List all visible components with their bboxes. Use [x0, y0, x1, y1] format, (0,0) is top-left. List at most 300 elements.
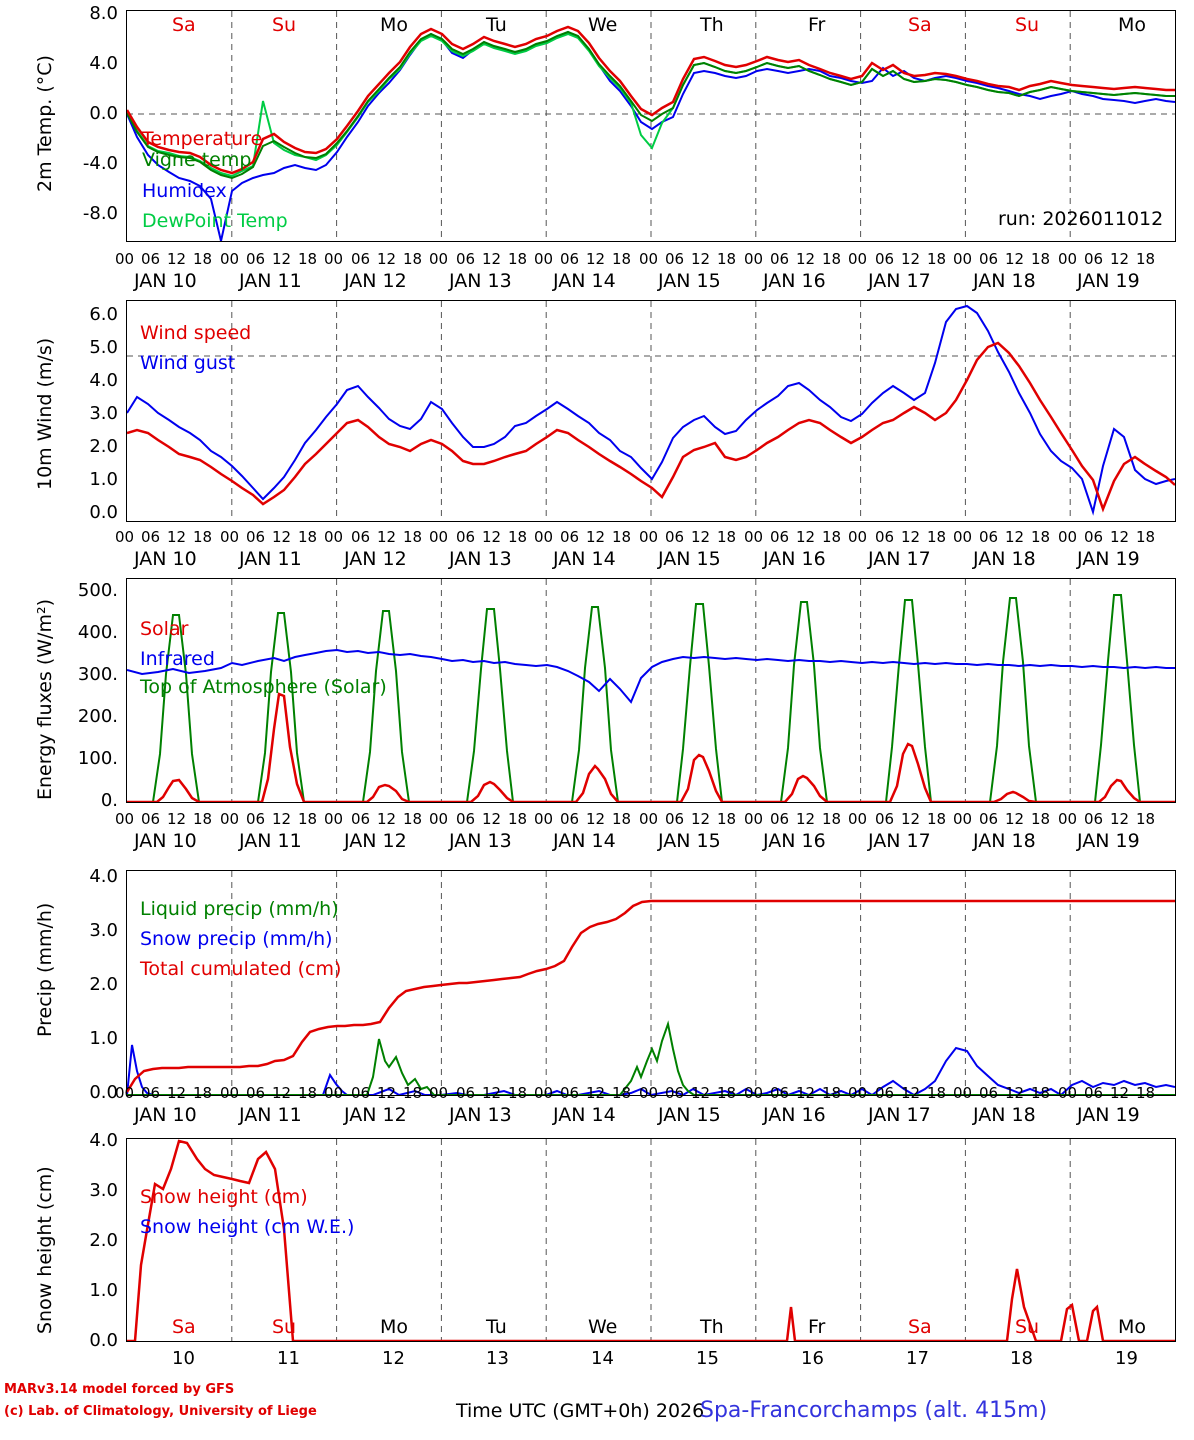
- xtick: 00: [744, 528, 764, 546]
- xtick: 00: [639, 250, 659, 268]
- xtick: 00: [1058, 528, 1078, 546]
- xtick: 06: [246, 250, 266, 268]
- xtick: 12: [901, 528, 921, 546]
- xtick: 18: [927, 1084, 947, 1102]
- day-label: JAN 17: [868, 830, 931, 852]
- xtick: 00: [220, 528, 240, 546]
- xtick: 12: [796, 528, 816, 546]
- panel-snow-height: [0, 1126, 1194, 1356]
- dow-label-bottom-0: Sa: [172, 1316, 196, 1338]
- xtick: 06: [665, 810, 685, 828]
- xtick: 18: [717, 250, 737, 268]
- xtick: 12: [377, 810, 397, 828]
- xtick: 12: [377, 528, 397, 546]
- ytick-wind-5: 5.0: [89, 337, 118, 358]
- xtick: 00: [324, 810, 344, 828]
- legend-vigne: Vigne temp: [142, 149, 252, 171]
- day-label: JAN 19: [1077, 830, 1140, 852]
- xtick: 06: [246, 810, 266, 828]
- ytick-temp-4: 8.0: [89, 3, 118, 24]
- panel-wind: [0, 292, 1194, 552]
- xtick: 12: [1110, 810, 1130, 828]
- day-label: JAN 18: [973, 1104, 1036, 1126]
- xtick: 06: [560, 528, 580, 546]
- xtick: 18: [822, 528, 842, 546]
- day-label: JAN 11: [239, 548, 302, 570]
- ytick-temp-3: 4.0: [89, 53, 118, 74]
- xtick: 12: [482, 1084, 502, 1102]
- xtick: 12: [272, 250, 292, 268]
- xtick: 12: [272, 528, 292, 546]
- xtick: 06: [141, 528, 161, 546]
- day-label: JAN 14: [553, 548, 616, 570]
- ytick-wind-4: 4.0: [89, 370, 118, 391]
- ytick-precip-3: 3.0: [89, 920, 118, 941]
- ytick-temp-0: -8.0: [82, 203, 118, 224]
- plot-wind: [126, 300, 1176, 522]
- day-label: JAN 16: [763, 830, 826, 852]
- gridlines: [232, 871, 1070, 1095]
- xtick: 06: [141, 250, 161, 268]
- xtick: 00: [744, 250, 764, 268]
- dow-label-bottom-8: Su: [1015, 1316, 1040, 1338]
- xtick: 18: [927, 528, 947, 546]
- xtick: 00: [848, 1084, 868, 1102]
- xtick: 12: [1110, 528, 1130, 546]
- plot-snow-height: [126, 1138, 1176, 1342]
- xtick: 06: [875, 1084, 895, 1102]
- day-label: JAN 12: [344, 830, 407, 852]
- day-label: JAN 10: [134, 548, 197, 570]
- xtick: 12: [1005, 1084, 1025, 1102]
- xtick: 06: [665, 250, 685, 268]
- xtick: 18: [193, 250, 213, 268]
- run-label: run: 2026011012: [998, 208, 1164, 230]
- xtick: 18: [1031, 528, 1051, 546]
- xtick: 00: [429, 250, 449, 268]
- xtick: 12: [377, 1084, 397, 1102]
- xtick: 18: [193, 1084, 213, 1102]
- xtick: 18: [612, 810, 632, 828]
- xtick: 12: [691, 1084, 711, 1102]
- day-label: JAN 19: [1077, 1104, 1140, 1126]
- day-label: JAN 12: [344, 1104, 407, 1126]
- day-label: JAN 14: [553, 830, 616, 852]
- xtick: 18: [193, 810, 213, 828]
- day-label: JAN 17: [868, 548, 931, 570]
- xtick: 18: [298, 1084, 318, 1102]
- xtick: 18: [508, 810, 528, 828]
- day-label: JAN 13: [449, 1104, 512, 1126]
- xtick: 06: [1084, 250, 1104, 268]
- xtick: 06: [875, 528, 895, 546]
- day-label: JAN 10: [134, 830, 197, 852]
- gridlines: [232, 1139, 1070, 1341]
- dow-label-bottom-2: Mo: [380, 1316, 409, 1338]
- day-label: JAN 17: [868, 1104, 931, 1126]
- footer-time-axis-label: Time UTC (GMT+0h) 2026: [456, 1400, 705, 1422]
- bottom-day-number: 12: [382, 1348, 405, 1369]
- xtick: 06: [141, 810, 161, 828]
- xtick: 18: [403, 810, 423, 828]
- xtick: 12: [272, 1084, 292, 1102]
- bottom-day-number: 16: [801, 1348, 824, 1369]
- xtick: 18: [298, 250, 318, 268]
- legend-snow-height: Snow height (cm): [140, 1186, 308, 1208]
- dow-label-bottom-5: Th: [700, 1316, 724, 1338]
- xtick: 18: [508, 250, 528, 268]
- day-label: JAN 14: [553, 270, 616, 292]
- dow-label-3: Tu: [486, 14, 507, 36]
- xaxis-1: [0, 246, 1194, 292]
- xtick: 12: [167, 528, 187, 546]
- xtick: 00: [848, 810, 868, 828]
- xtick: 00: [429, 1084, 449, 1102]
- xtick: 12: [901, 250, 921, 268]
- xtick: 12: [167, 250, 187, 268]
- xtick: 18: [717, 810, 737, 828]
- xtick: 06: [560, 1084, 580, 1102]
- dow-label-bottom-1: Su: [272, 1316, 297, 1338]
- xtick: 00: [953, 810, 973, 828]
- xtick: 12: [691, 250, 711, 268]
- axis-label-snow: Snow height (cm): [34, 1166, 56, 1334]
- legend-total-cumulated: Total cumulated (cm): [140, 958, 342, 980]
- dow-label-0: Sa: [172, 14, 196, 36]
- ytick-temp-2: 0.0: [89, 103, 118, 124]
- xtick: 06: [560, 250, 580, 268]
- xtick: 00: [534, 250, 554, 268]
- xtick: 00: [639, 1084, 659, 1102]
- day-label: JAN 11: [239, 1104, 302, 1126]
- xtick: 00: [848, 528, 868, 546]
- bottom-day-number: 19: [1115, 1348, 1138, 1369]
- dow-label-8: Su: [1015, 14, 1040, 36]
- xtick: 00: [324, 528, 344, 546]
- xtick: 06: [351, 528, 371, 546]
- xtick: 00: [953, 528, 973, 546]
- ytick-energy-2: 200.: [77, 706, 118, 727]
- xtick: 00: [534, 528, 554, 546]
- xtick: 12: [691, 810, 711, 828]
- xtick: 06: [246, 1084, 266, 1102]
- ytick-energy-0: 0.: [100, 790, 118, 811]
- gridlines: [127, 11, 1175, 241]
- day-label: JAN 19: [1077, 270, 1140, 292]
- ytick-precip-1: 1.0: [89, 1028, 118, 1049]
- xtick: 12: [167, 1084, 187, 1102]
- xtick: 00: [115, 528, 135, 546]
- xtick: 00: [220, 810, 240, 828]
- day-label: JAN 18: [973, 548, 1036, 570]
- day-label: JAN 12: [344, 548, 407, 570]
- xtick: 12: [482, 528, 502, 546]
- ytick-wind-1: 1.0: [89, 469, 118, 490]
- xaxis-2: [0, 524, 1194, 570]
- day-label: JAN 15: [658, 270, 721, 292]
- xtick: 18: [927, 250, 947, 268]
- xtick: 06: [979, 810, 999, 828]
- bottom-day-number: 10: [172, 1348, 195, 1369]
- day-label: JAN 16: [763, 1104, 826, 1126]
- xtick: 18: [612, 1084, 632, 1102]
- xtick: 06: [351, 810, 371, 828]
- xtick: 06: [1084, 810, 1104, 828]
- dow-label-6: Fr: [808, 14, 826, 36]
- xtick: 18: [403, 1084, 423, 1102]
- xtick: 12: [691, 528, 711, 546]
- day-label: JAN 15: [658, 548, 721, 570]
- xtick: 06: [770, 1084, 790, 1102]
- wind-svg: [127, 301, 1175, 521]
- xtick: 06: [351, 250, 371, 268]
- ytick-wind-6: 6.0: [89, 304, 118, 325]
- legend-solar: Solar: [140, 618, 189, 640]
- panel-energy: [0, 570, 1194, 832]
- xtick: 12: [586, 1084, 606, 1102]
- xtick: 12: [586, 250, 606, 268]
- xtick: 00: [953, 1084, 973, 1102]
- xtick: 00: [744, 810, 764, 828]
- xtick: 18: [1136, 810, 1156, 828]
- ytick-temp-1: -4.0: [82, 153, 118, 174]
- day-label: JAN 18: [973, 830, 1036, 852]
- xtick: 18: [1136, 250, 1156, 268]
- xtick: 18: [927, 810, 947, 828]
- legend-snow-precip: Snow precip (mm/h): [140, 928, 333, 950]
- xtick: 18: [508, 1084, 528, 1102]
- xtick: 18: [822, 250, 842, 268]
- day-label: JAN 13: [449, 830, 512, 852]
- xtick: 00: [953, 250, 973, 268]
- legend-infrared: Infrared: [140, 648, 215, 670]
- legend-wind-gust: Wind gust: [140, 352, 236, 374]
- xtick: 06: [875, 810, 895, 828]
- xtick: 00: [534, 810, 554, 828]
- day-label: JAN 16: [763, 270, 826, 292]
- panel-precip: [0, 852, 1194, 1108]
- ytick-wind-2: 2.0: [89, 436, 118, 457]
- xaxis-4: [0, 1080, 1194, 1126]
- xtick: 00: [1058, 810, 1078, 828]
- xtick: 06: [456, 528, 476, 546]
- ytick-wind-0: 0.0: [89, 502, 118, 523]
- xtick: 06: [141, 1084, 161, 1102]
- axis-label-precip: Precip (mm/h): [34, 902, 56, 1037]
- xtick: 06: [351, 1084, 371, 1102]
- snow-svg: [127, 1139, 1175, 1341]
- xtick: 18: [1031, 250, 1051, 268]
- dow-label-bottom-9: Mo: [1118, 1316, 1147, 1338]
- xtick: 06: [770, 250, 790, 268]
- xtick: 00: [429, 528, 449, 546]
- xtick: 18: [612, 528, 632, 546]
- xtick: 18: [822, 810, 842, 828]
- xtick: 06: [456, 810, 476, 828]
- xtick: 06: [456, 1084, 476, 1102]
- xaxis-5: [0, 1348, 1194, 1378]
- dow-label-5: Th: [700, 14, 724, 36]
- xtick: 12: [377, 250, 397, 268]
- ytick-snow-1: 1.0: [89, 1280, 118, 1301]
- footer-model-credit: MARv3.14 model forced by GFS: [4, 1382, 235, 1397]
- bottom-day-number: 15: [696, 1348, 719, 1369]
- bottom-day-number: 13: [486, 1348, 509, 1369]
- ytick-precip-2: 2.0: [89, 974, 118, 995]
- day-label: JAN 10: [134, 270, 197, 292]
- xtick: 00: [220, 1084, 240, 1102]
- xtick: 06: [665, 528, 685, 546]
- axis-label-temperature: 2m Temp. (°C): [34, 55, 56, 192]
- xtick: 18: [612, 250, 632, 268]
- xtick: 12: [586, 528, 606, 546]
- xtick: 18: [403, 250, 423, 268]
- xtick: 18: [1136, 1084, 1156, 1102]
- ytick-snow-2: 2.0: [89, 1230, 118, 1251]
- xtick: 18: [193, 528, 213, 546]
- xtick: 18: [298, 810, 318, 828]
- xtick: 00: [534, 1084, 554, 1102]
- xtick: 06: [246, 528, 266, 546]
- xtick: 12: [1005, 528, 1025, 546]
- xtick: 18: [298, 528, 318, 546]
- xtick: 18: [822, 1084, 842, 1102]
- xtick: 12: [1110, 1084, 1130, 1102]
- dow-label-bottom-3: Tu: [486, 1316, 507, 1338]
- xtick: 12: [796, 810, 816, 828]
- xtick: 06: [665, 1084, 685, 1102]
- day-label: JAN 17: [868, 270, 931, 292]
- footer-station-name: Spa-Francorchamps (alt. 415m): [700, 1398, 1048, 1423]
- xtick: 06: [770, 528, 790, 546]
- bottom-day-number: 17: [906, 1348, 929, 1369]
- bottom-day-number: 14: [591, 1348, 614, 1369]
- xtick: 12: [1110, 250, 1130, 268]
- xtick: 06: [875, 250, 895, 268]
- xtick: 00: [324, 250, 344, 268]
- day-label: JAN 10: [134, 1104, 197, 1126]
- axis-label-wind: 10m Wind (m/s): [34, 337, 56, 490]
- dow-label-4: We: [588, 14, 618, 36]
- ytick-wind-3: 3.0: [89, 403, 118, 424]
- xtick: 00: [1058, 250, 1078, 268]
- day-label: JAN 12: [344, 270, 407, 292]
- ytick-energy-4: 400.: [77, 622, 118, 643]
- xtick: 06: [770, 810, 790, 828]
- day-label: JAN 13: [449, 270, 512, 292]
- temperature-svg: [127, 11, 1175, 241]
- day-label: JAN 16: [763, 548, 826, 570]
- dow-label-bottom-4: We: [588, 1316, 618, 1338]
- dow-label-7: Sa: [908, 14, 932, 36]
- day-label: JAN 18: [973, 270, 1036, 292]
- xtick: 12: [586, 810, 606, 828]
- xtick: 06: [456, 250, 476, 268]
- xtick: 00: [639, 810, 659, 828]
- footer-lab-credit: (c) Lab. of Climatology, University of Liege: [4, 1404, 317, 1419]
- day-label: JAN 15: [658, 1104, 721, 1126]
- day-label: JAN 19: [1077, 548, 1140, 570]
- ytick-energy-5: 500.: [77, 580, 118, 601]
- ytick-snow-4: 4.0: [89, 1130, 118, 1151]
- xtick: 00: [220, 250, 240, 268]
- xtick: 00: [115, 810, 135, 828]
- xaxis-3: [0, 806, 1194, 852]
- legend-toa: Top of Atmosphere (Solar): [140, 676, 387, 698]
- ytick-energy-3: 300.: [77, 664, 118, 685]
- legend-dewpoint: DewPoint Temp: [142, 210, 288, 232]
- ytick-precip-0: 0.0: [89, 1082, 118, 1103]
- xtick: 12: [482, 810, 502, 828]
- legend-snow-height-we: Snow height (cm W.E.): [140, 1216, 355, 1238]
- xtick: 00: [1058, 1084, 1078, 1102]
- xtick: 06: [979, 528, 999, 546]
- ytick-snow-3: 3.0: [89, 1180, 118, 1201]
- axis-label-energy: Energy fluxes (W/m²): [34, 599, 56, 800]
- dow-label-9: Mo: [1118, 14, 1147, 36]
- xtick: 06: [1084, 1084, 1104, 1102]
- xtick: 12: [901, 1084, 921, 1102]
- legend-temperature: Temperature: [142, 128, 263, 150]
- xtick: 12: [1005, 810, 1025, 828]
- legend-wind-speed: Wind speed: [140, 322, 252, 344]
- panel-temperature: [0, 0, 1194, 282]
- day-label: JAN 15: [658, 830, 721, 852]
- xtick: 06: [560, 810, 580, 828]
- xtick: 12: [167, 810, 187, 828]
- day-label: JAN 13: [449, 548, 512, 570]
- day-label: JAN 14: [553, 1104, 616, 1126]
- xtick: 18: [1136, 528, 1156, 546]
- dow-label-2: Mo: [380, 14, 409, 36]
- xtick: 18: [508, 528, 528, 546]
- xtick: 18: [717, 1084, 737, 1102]
- ytick-snow-0: 0.0: [89, 1330, 118, 1351]
- ytick-precip-4: 4.0: [89, 866, 118, 887]
- xtick: 12: [272, 810, 292, 828]
- xtick: 18: [1031, 1084, 1051, 1102]
- xtick: 00: [429, 810, 449, 828]
- ytick-energy-1: 100.: [77, 748, 118, 769]
- xtick: 00: [848, 250, 868, 268]
- xtick: 12: [901, 810, 921, 828]
- xtick: 00: [639, 528, 659, 546]
- xtick: 00: [324, 1084, 344, 1102]
- xtick: 00: [744, 1084, 764, 1102]
- xtick: 12: [796, 250, 816, 268]
- xtick: 06: [979, 1084, 999, 1102]
- dow-label-bottom-6: Fr: [808, 1316, 826, 1338]
- day-label: JAN 11: [239, 830, 302, 852]
- xtick: 00: [115, 250, 135, 268]
- xtick: 00: [115, 1084, 135, 1102]
- bottom-day-number: 11: [277, 1348, 300, 1369]
- day-label: JAN 11: [239, 270, 302, 292]
- xtick: 12: [1005, 250, 1025, 268]
- xtick: 06: [1084, 528, 1104, 546]
- legend-humidex: Humidex: [142, 180, 227, 202]
- xtick: 12: [796, 1084, 816, 1102]
- xtick: 06: [979, 250, 999, 268]
- legend-liquid-precip: Liquid precip (mm/h): [140, 898, 339, 920]
- dow-label-bottom-7: Sa: [908, 1316, 932, 1338]
- bottom-day-number: 18: [1010, 1348, 1033, 1369]
- xtick: 18: [1031, 810, 1051, 828]
- xtick: 18: [717, 528, 737, 546]
- xtick: 18: [403, 528, 423, 546]
- dow-label-1: Su: [272, 14, 297, 36]
- xtick: 12: [482, 250, 502, 268]
